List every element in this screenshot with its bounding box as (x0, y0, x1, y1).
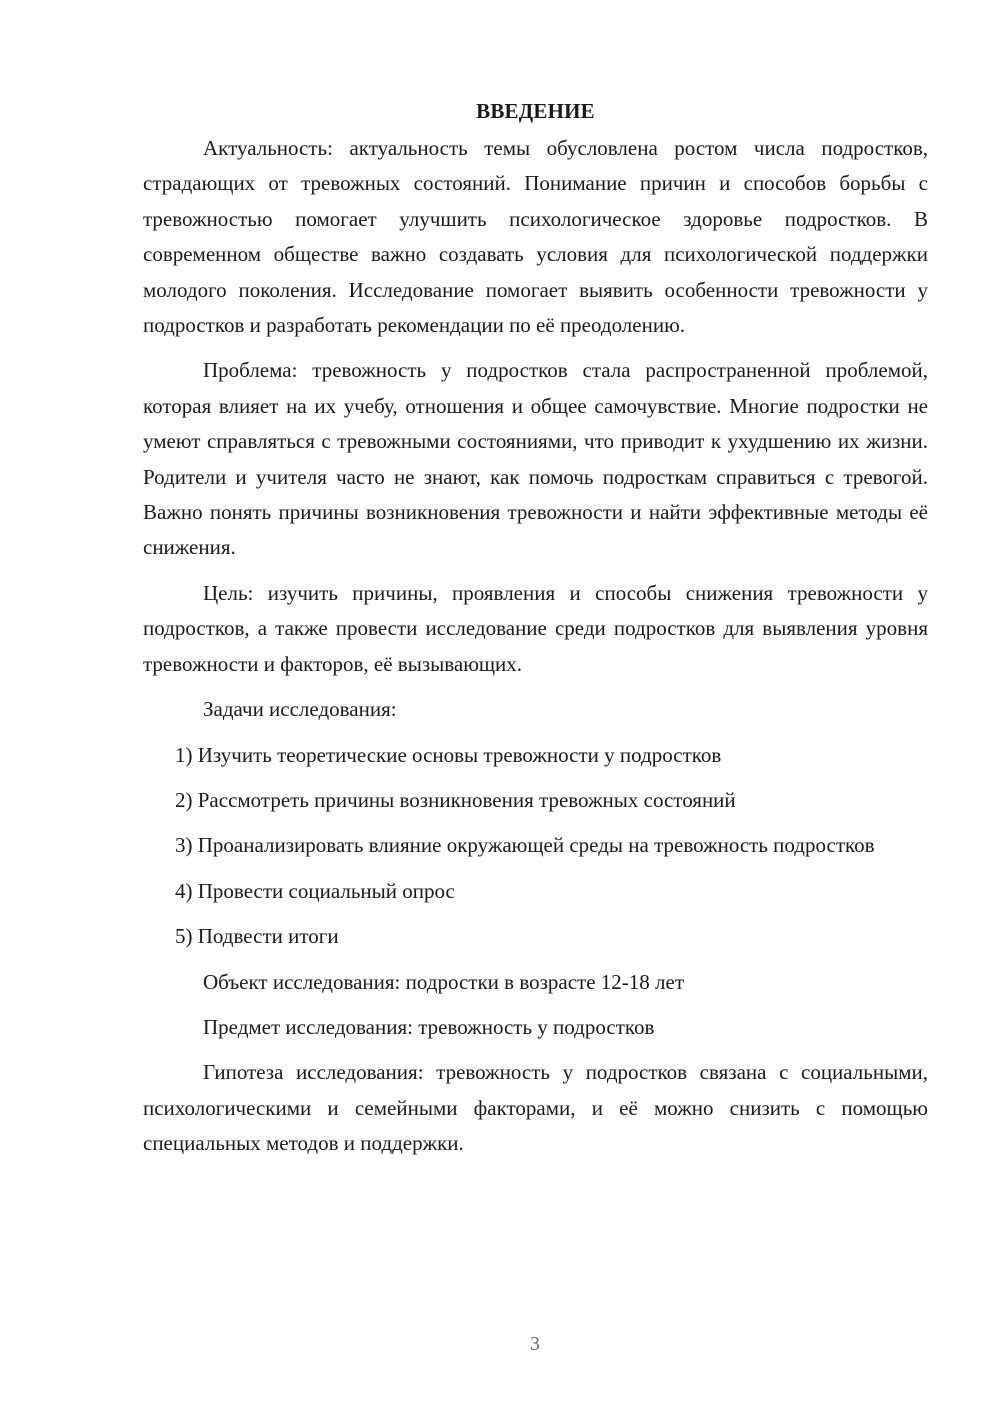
research-object: Объект исследования: подростки в возрасте 12-18 лет (203, 969, 685, 994)
tasks-heading: Задачи исследования: (203, 697, 397, 722)
task-item-5: 5) Подвести итоги (175, 924, 339, 949)
problem-paragraph: Проблема: тревожность у подростков стала распространенной проблемой, которая влияет на их учебу, отношения и общее самочувствие. Многие подростки не умеют справляться с тревожными состояниями, что приводит к ухудшению их жизни. Родители и учителя часто не знают, как помочь подросткам справиться с тревогой. Важно понять причины возникновения тревожности и найти эффективные методы её снижения. (143, 358, 928, 560)
goal-paragraph: Цель: изучить причины, проявления и способы снижения тревожности у подростков, а также провести исследование среди подростков для выявления уровня тревожности и факторов, её вызывающих. (143, 580, 928, 676)
relevance-paragraph: Актуальность: актуальность темы обусловлена ростом числа подростков, страдающих от тревожных состояний. Понимание причин и способов борьбы с тревожностью помогает улучшить психологическое здоровье подростков. В современном обществе важно создавать условия для психологической поддержки молодого поколения. Исследование помогает выявить особенности тревожности у подростков и разработать рекомендации по её преодолению. (143, 136, 928, 338)
page-number: 3 (530, 1333, 540, 1355)
task-item-3: 3) Проанализировать влияние окружающей среды на тревожность подростков (175, 833, 875, 858)
research-hypothesis: Гипотеза исследования: тревожность у подростков связана с социальными, психологическими и семейными факторами, и её можно снизить с помощью специальных методов и поддержки. (143, 1060, 928, 1156)
research-subject: Предмет исследования: тревожность у подростков (203, 1014, 655, 1039)
task-item-4: 4) Провести социальный опрос (175, 878, 455, 903)
task-item-1: 1) Изучить теоретические основы тревожности у подростков (175, 742, 722, 767)
section-title: ВВЕДЕНИЕ (476, 99, 595, 123)
task-item-2: 2) Рассмотреть причины возникновения тревожных состояний (175, 787, 736, 812)
document-page (143, 96, 928, 1172)
